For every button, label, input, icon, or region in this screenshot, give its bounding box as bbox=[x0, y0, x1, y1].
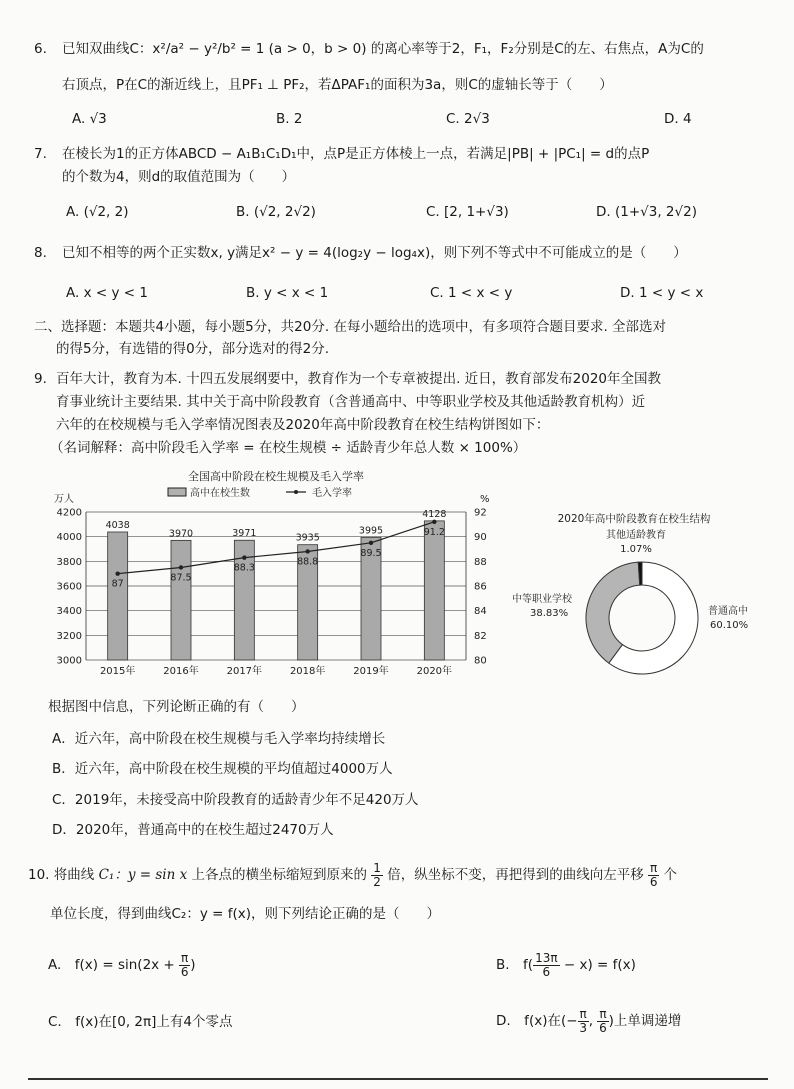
bottom-rule bbox=[28, 1078, 768, 1080]
bar-value-label: 3970 bbox=[168, 528, 194, 540]
y2-tick-label: 86 bbox=[474, 581, 487, 593]
slice-label-name: 其他适龄教育 bbox=[606, 530, 666, 541]
bar-value-label: 4038 bbox=[105, 519, 130, 531]
legend-bar-swatch bbox=[168, 488, 186, 496]
donut-title: 2020年高中阶段教育在校生结构 bbox=[557, 513, 711, 525]
q10-optB-den: 6 bbox=[542, 964, 551, 979]
y2-tick-label: 84 bbox=[474, 606, 487, 618]
q10-text-e: 个 bbox=[663, 867, 678, 883]
q10-optD-frac1 bbox=[578, 1008, 589, 1035]
q10-optA-den: 6 bbox=[180, 964, 189, 979]
q7-option-a: A. (√2, 2) bbox=[66, 204, 129, 220]
slice-label-value: 38.83% bbox=[530, 608, 569, 619]
q9-option-d: D．2020年，普通高中的在校生超过2470万人 bbox=[52, 822, 334, 838]
q10-optA-pre: A. f(x) = sin(2x + bbox=[48, 957, 180, 973]
q10-option-d bbox=[496, 1006, 681, 1036]
q10-optB-num: 13π bbox=[535, 950, 558, 965]
structure-donut-chart bbox=[500, 508, 786, 684]
y-tick-label: 3400 bbox=[56, 606, 82, 618]
q7-line2: 的个数为4，则d的取值范围为（ ） bbox=[62, 169, 296, 185]
x-tick-label: 2015年 bbox=[99, 666, 136, 677]
q6-number: 6. bbox=[34, 41, 47, 57]
x-tick-label: 2020年 bbox=[416, 666, 453, 677]
q7-line1: 在棱长为1的正方体ABCD − A₁B₁C₁D₁中，点P是正方体棱上一点，若满足|PB| + |PC₁| = d的点P bbox=[62, 146, 650, 162]
q9-line2: 育事业统计主要结果. 其中关于高中阶段教育（含普通高中、中等职业学校及其他适龄教育机构）近 bbox=[56, 394, 646, 410]
y-axis-unit: 万人 bbox=[54, 494, 74, 505]
q10-frac-pi6 bbox=[648, 862, 659, 889]
slice-label-name: 中等职业学校 bbox=[512, 594, 572, 605]
rate-value-label: 87 bbox=[111, 578, 124, 590]
q10-optD-pre: D. f(x)在(− bbox=[496, 1013, 578, 1029]
x-tick-label: 2018年 bbox=[289, 666, 326, 677]
bar-value-label: 3935 bbox=[295, 532, 320, 544]
q10-text-c: 上各点的横坐标缩短到原来的 bbox=[191, 867, 367, 883]
q9-question: 根据图中信息，下列论断正确的有（ ） bbox=[48, 699, 305, 715]
x-tick-label: 2019年 bbox=[353, 666, 389, 677]
q9-option-c: C．2019年，未接受高中阶段教育的适龄青少年不足420万人 bbox=[52, 792, 419, 808]
legend-bar-label: 高中在校生数 bbox=[190, 488, 250, 499]
bar bbox=[171, 540, 191, 660]
q10-optA-num: π bbox=[181, 950, 189, 965]
rate-point bbox=[305, 549, 309, 553]
q10-pi-den: 6 bbox=[649, 874, 658, 889]
q8-option-c: C. 1 < x < y bbox=[430, 285, 513, 301]
enrollment-combo-chart bbox=[40, 462, 510, 684]
q6-option-d: D. 4 bbox=[664, 111, 692, 127]
section2-heading-cont: 的得5分，有选错的得0分，部分选对的得2分. bbox=[56, 341, 330, 357]
q10-optD-mid: , bbox=[588, 1013, 598, 1029]
q9-line1: 百年大计，教育为本. 十四五发展纲要中，教育作为一个专章被提出. 近日，教育部发布2020年全国教 bbox=[56, 371, 662, 387]
y2-tick-label: 92 bbox=[474, 507, 487, 519]
q6-line1: 已知双曲线C：x²/a² − y²/b² = 1 (a > 0，b > 0) 的离心率等于2，F₁，F₂分别是C的左、右焦点，A为C的 bbox=[62, 41, 704, 57]
q8-option-a: A. x < y < 1 bbox=[66, 285, 148, 301]
rate-point bbox=[369, 541, 373, 545]
q10-optA-frac bbox=[179, 952, 190, 979]
q10-optB-post: − x) = f(x) bbox=[559, 957, 636, 973]
y-tick-label: 3800 bbox=[56, 556, 82, 568]
q10-number: 10. bbox=[28, 867, 50, 883]
rate-value-label: 87.5 bbox=[170, 572, 192, 584]
rate-value-label: 89.5 bbox=[360, 547, 382, 559]
q7-number: 7. bbox=[34, 146, 47, 162]
q10-half-den: 2 bbox=[373, 874, 381, 889]
y-tick-label: 3200 bbox=[56, 630, 82, 642]
bar-value-label: 3971 bbox=[232, 528, 257, 540]
y2-tick-label: 88 bbox=[474, 556, 487, 568]
q10-option-b bbox=[496, 950, 636, 980]
x-tick-label: 2016年 bbox=[163, 666, 199, 677]
rate-line bbox=[118, 522, 435, 574]
q7-option-b: B. (√2, 2√2) bbox=[236, 204, 316, 220]
q6-option-b: B. 2 bbox=[276, 111, 303, 127]
rate-point bbox=[242, 555, 246, 559]
q10-optB-frac bbox=[533, 952, 560, 979]
rate-point bbox=[179, 565, 183, 569]
q10-line2: 单位长度，得到曲线C₂：y = f(x)，则下列结论正确的是（ ） bbox=[50, 906, 440, 922]
chart-title: 全国高中阶段在校生规模及毛入学率 bbox=[188, 470, 364, 483]
q9-number: 9. bbox=[34, 371, 47, 387]
slice-label-value: 1.07% bbox=[620, 544, 652, 555]
q10-optD-frac2 bbox=[597, 1008, 608, 1035]
bar bbox=[424, 521, 444, 660]
q8-option-d: D. 1 < y < x bbox=[620, 285, 704, 301]
legend-line-marker bbox=[294, 490, 298, 494]
q10-optD-num1: π bbox=[579, 1006, 587, 1021]
q10-optA-post: ) bbox=[190, 957, 196, 973]
q10-optD-num2: π bbox=[599, 1006, 607, 1021]
q9-line3: 六年的在校规模与毛入学率情况图表及2020年高中阶段教育在校生结构饼图如下： bbox=[56, 417, 550, 433]
donut-slice bbox=[586, 562, 640, 663]
y-tick-label: 3600 bbox=[56, 581, 82, 593]
bar-value-label: 3995 bbox=[358, 525, 384, 537]
bar bbox=[108, 532, 128, 660]
q7-option-d: D. (1+√3, 2√2) bbox=[596, 204, 697, 220]
q9-option-b: B．近六年，高中阶段在校生规模的平均值超过4000万人 bbox=[52, 761, 393, 777]
q10-frac-half bbox=[371, 862, 383, 889]
bar-value-label: 4128 bbox=[422, 508, 447, 520]
q10-option-c: C. f(x)在[0, 2π]上有4个零点 bbox=[48, 1014, 233, 1030]
y2-tick-label: 82 bbox=[474, 630, 487, 642]
rate-value-label: 88.3 bbox=[233, 562, 255, 574]
q10-optD-den1: 3 bbox=[579, 1020, 587, 1035]
rate-point bbox=[115, 571, 119, 575]
q10-text-a: 将曲线 bbox=[53, 867, 95, 883]
y-tick-label: 4200 bbox=[56, 507, 82, 519]
q10-curve-c1: C₁：y = sin x bbox=[98, 867, 188, 883]
q6-line2: 右顶点，P在C的渐近线上，且PF₁ ⊥ PF₂，若ΔPAF₁的面积为3a，则C的虚轴长等于（ ） bbox=[62, 77, 613, 93]
q10-text-d: 倍，纵坐标不变，再把得到的曲线向左平移 bbox=[387, 867, 644, 883]
slice-label-value: 60.10% bbox=[710, 620, 749, 631]
y2-axis-unit: % bbox=[480, 494, 490, 505]
q9-definition: （名词解释：高中阶段毛入学率 = 在校生规模 ÷ 适龄青少年总人数 × 100%） bbox=[50, 440, 527, 456]
y2-tick-label: 90 bbox=[474, 532, 487, 544]
q9-option-a: A．近六年，高中阶段在校生规模与毛入学率均持续增长 bbox=[52, 731, 386, 747]
slice-label-name: 普通高中 bbox=[708, 606, 748, 617]
q10-optD-post: )上单调递增 bbox=[608, 1013, 682, 1029]
q8-number: 8. bbox=[34, 245, 47, 261]
section2-heading: 二、选择题：本题共4小题，每小题5分，共20分. 在每小题给出的选项中，有多项符合题目要求. 全部选对 bbox=[34, 319, 667, 335]
q6-option-a: A. √3 bbox=[72, 111, 107, 127]
y2-tick-label: 80 bbox=[474, 655, 487, 667]
q8-option-b: B. y < x < 1 bbox=[246, 285, 329, 301]
x-tick-label: 2017年 bbox=[226, 666, 263, 677]
y-tick-label: 3000 bbox=[56, 655, 82, 667]
q10-optD-den2: 6 bbox=[599, 1020, 607, 1035]
q10-optB-pre: B. f( bbox=[496, 957, 534, 973]
rate-value-label: 91.2 bbox=[423, 526, 445, 538]
y-tick-label: 4000 bbox=[56, 532, 82, 544]
q10-half-num: 1 bbox=[373, 860, 381, 875]
q10-option-a bbox=[48, 950, 196, 980]
rate-point bbox=[432, 520, 436, 524]
legend-line-label: 毛入学率 bbox=[312, 488, 352, 499]
rate-value-label: 88.8 bbox=[297, 556, 319, 568]
q10-line1 bbox=[28, 860, 677, 890]
q6-option-c: C. 2√3 bbox=[446, 111, 490, 127]
q7-option-c: C. [2, 1+√3) bbox=[426, 204, 509, 220]
q8-line1: 已知不相等的两个正实数x, y满足x² − y = 4(log₂y − log₄x)，则下列不等式中不可能成立的是（ ） bbox=[62, 245, 687, 261]
q10-pi-num: π bbox=[650, 860, 658, 875]
